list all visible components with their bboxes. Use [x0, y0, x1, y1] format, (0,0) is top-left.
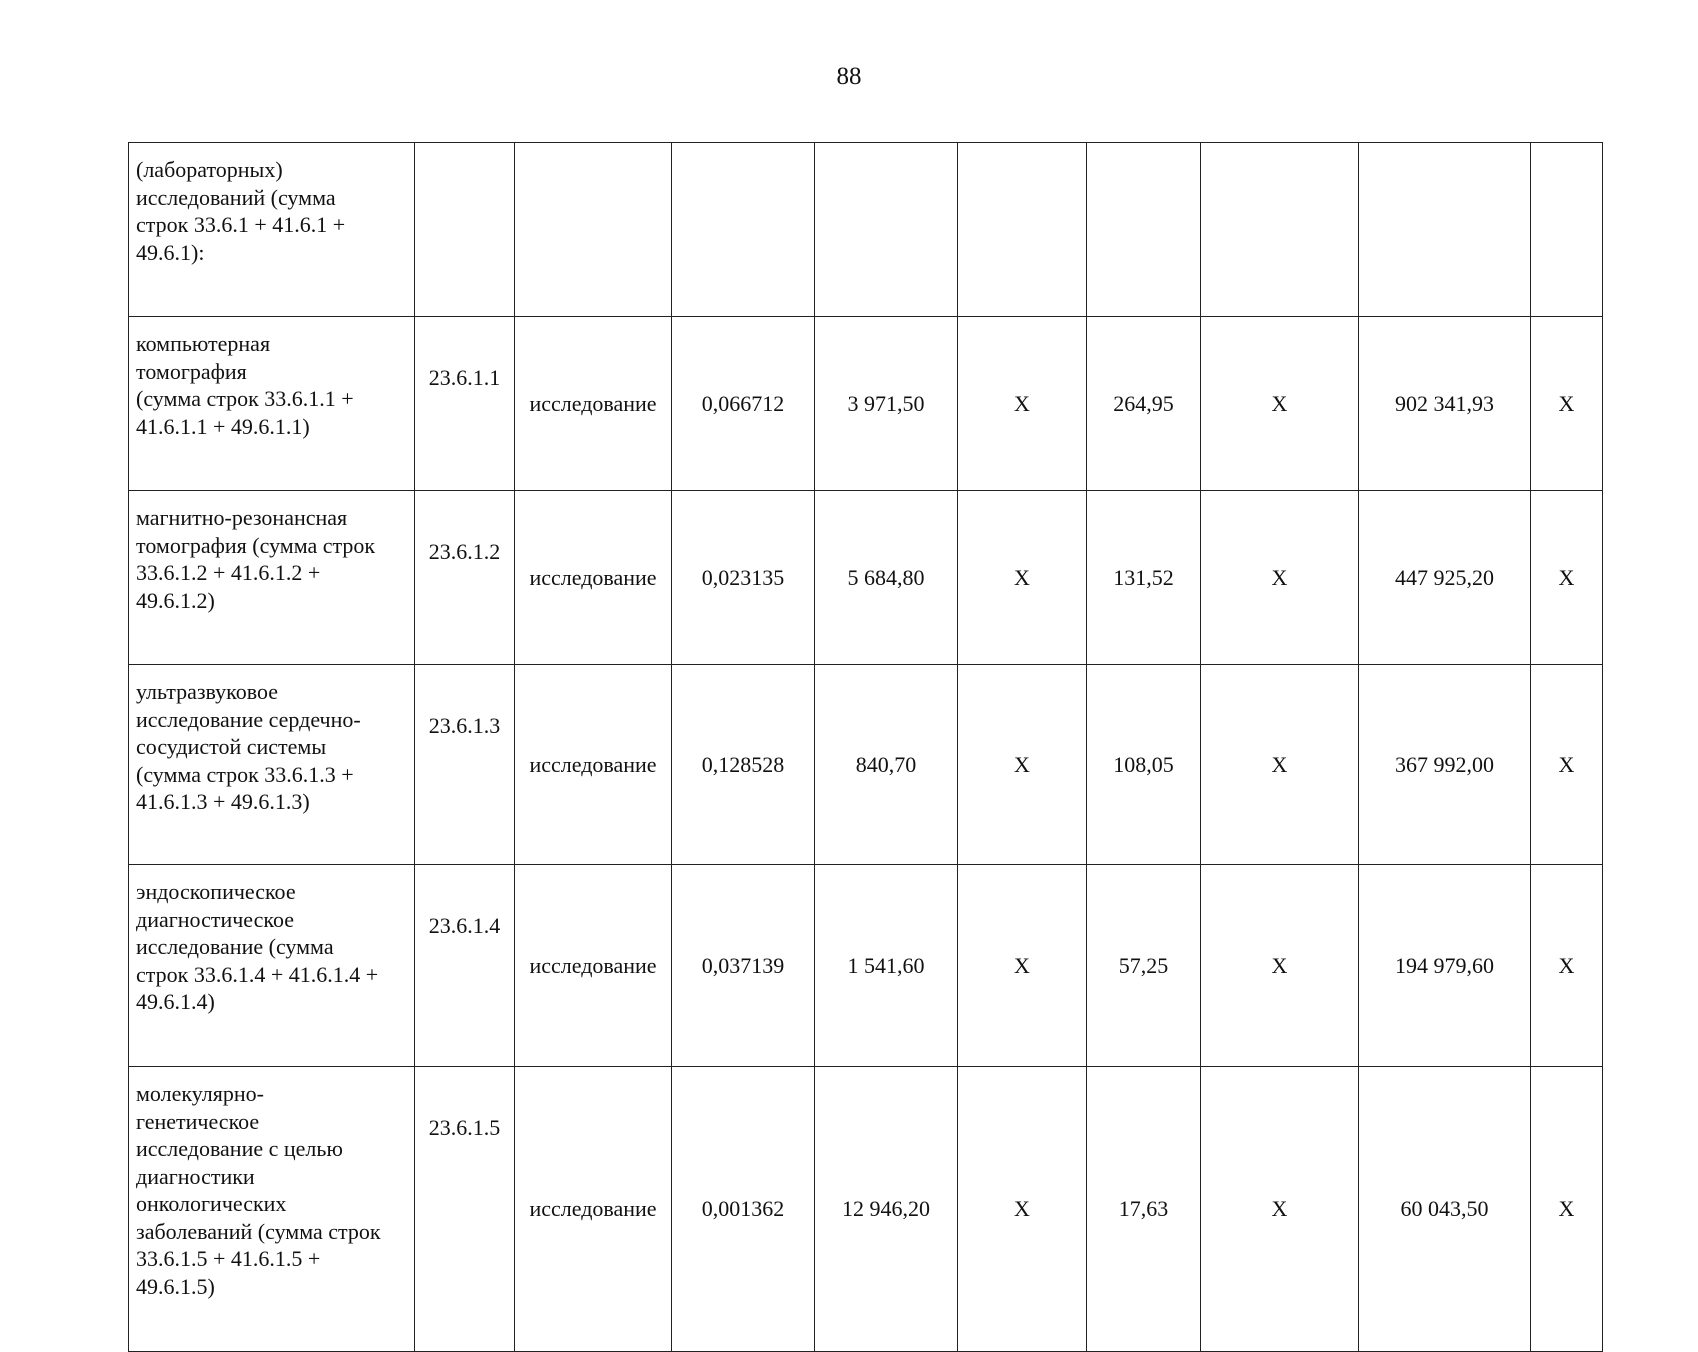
row-unit: исследование — [515, 1067, 672, 1352]
row-value-6: 60 043,50 — [1359, 1067, 1531, 1352]
row-value-1: 0,037139 — [672, 865, 815, 1067]
row-unit: исследование — [515, 317, 672, 491]
row-value-3: X — [958, 1067, 1087, 1352]
table-row — [129, 491, 1603, 665]
row-value-1: 0,023135 — [672, 491, 815, 665]
row-unit — [515, 143, 672, 317]
row-name: (лабораторных) исследований (сумма строк 33.6.1 + 41.6.1 + 49.6.1): — [129, 143, 415, 317]
table-row — [129, 665, 1603, 865]
row-value-5: X — [1201, 491, 1359, 665]
table-row — [129, 317, 1603, 491]
row-value-4: 264,95 — [1087, 317, 1201, 491]
row-value-4: 57,25 — [1087, 865, 1201, 1067]
row-value-7: X — [1531, 317, 1603, 491]
data-table — [128, 142, 1603, 1352]
row-value-6: 367 992,00 — [1359, 665, 1531, 865]
row-value-2: 1 541,60 — [815, 865, 958, 1067]
row-value-6: 447 925,20 — [1359, 491, 1531, 665]
page-number: 88 — [836, 63, 862, 90]
row-value-2 — [815, 143, 958, 317]
row-value-1: 0,066712 — [672, 317, 815, 491]
row-value-2: 840,70 — [815, 665, 958, 865]
row-value-3 — [958, 143, 1087, 317]
row-unit: исследование — [515, 665, 672, 865]
row-value-3: X — [958, 665, 1087, 865]
row-value-5: X — [1201, 317, 1359, 491]
row-value-2: 5 684,80 — [815, 491, 958, 665]
table-row — [129, 143, 1603, 317]
row-value-6: 902 341,93 — [1359, 317, 1531, 491]
row-code: 23.6.1.4 — [415, 865, 515, 1067]
row-value-6 — [1359, 143, 1531, 317]
row-value-7: X — [1531, 865, 1603, 1067]
row-name: ультразвуковое исследование сердечно- сосудистой системы (сумма строк 33.6.1.3 + 41.6.1.3 + 49.6.1.3) — [129, 665, 415, 865]
row-code: 23.6.1.3 — [415, 665, 515, 865]
table-body — [129, 143, 1603, 1352]
row-code: 23.6.1.5 — [415, 1067, 515, 1352]
row-value-4 — [1087, 143, 1201, 317]
row-value-3: X — [958, 865, 1087, 1067]
row-value-3: X — [958, 317, 1087, 491]
row-code: 23.6.1.1 — [415, 317, 515, 491]
row-value-1 — [672, 143, 815, 317]
row-value-7: X — [1531, 1067, 1603, 1352]
row-value-1: 0,128528 — [672, 665, 815, 865]
row-name: компьютерная томография (сумма строк 33.6.1.1 + 41.6.1.1 + 49.6.1.1) — [129, 317, 415, 491]
row-value-5: X — [1201, 665, 1359, 865]
row-value-4: 17,63 — [1087, 1067, 1201, 1352]
row-name: молекулярно- генетическое исследование с целью диагностики онкологических заболеваний (сумма строк 33.6.1.5 + 41.6.1.5 + 49.6.1.5) — [129, 1067, 415, 1352]
row-value-2: 3 971,50 — [815, 317, 958, 491]
row-value-4: 108,05 — [1087, 665, 1201, 865]
row-value-1: 0,001362 — [672, 1067, 815, 1352]
row-value-4: 131,52 — [1087, 491, 1201, 665]
row-value-3: X — [958, 491, 1087, 665]
row-value-7: X — [1531, 665, 1603, 865]
row-code — [415, 143, 515, 317]
row-value-7: X — [1531, 491, 1603, 665]
row-value-2: 12 946,20 — [815, 1067, 958, 1352]
row-code: 23.6.1.2 — [415, 491, 515, 665]
row-unit: исследование — [515, 865, 672, 1067]
row-value-6: 194 979,60 — [1359, 865, 1531, 1067]
row-unit: исследование — [515, 491, 672, 665]
row-value-5: X — [1201, 865, 1359, 1067]
row-value-7 — [1531, 143, 1603, 317]
row-name: эндоскопическое диагностическое исследование (сумма строк 33.6.1.4 + 41.6.1.4 + 49.6.1.4) — [129, 865, 415, 1067]
row-name: магнитно-резонансная томография (сумма строк 33.6.1.2 + 41.6.1.2 + 49.6.1.2) — [129, 491, 415, 665]
table-row — [129, 865, 1603, 1067]
row-value-5: X — [1201, 1067, 1359, 1352]
row-value-5 — [1201, 143, 1359, 317]
table-row — [129, 1067, 1603, 1352]
